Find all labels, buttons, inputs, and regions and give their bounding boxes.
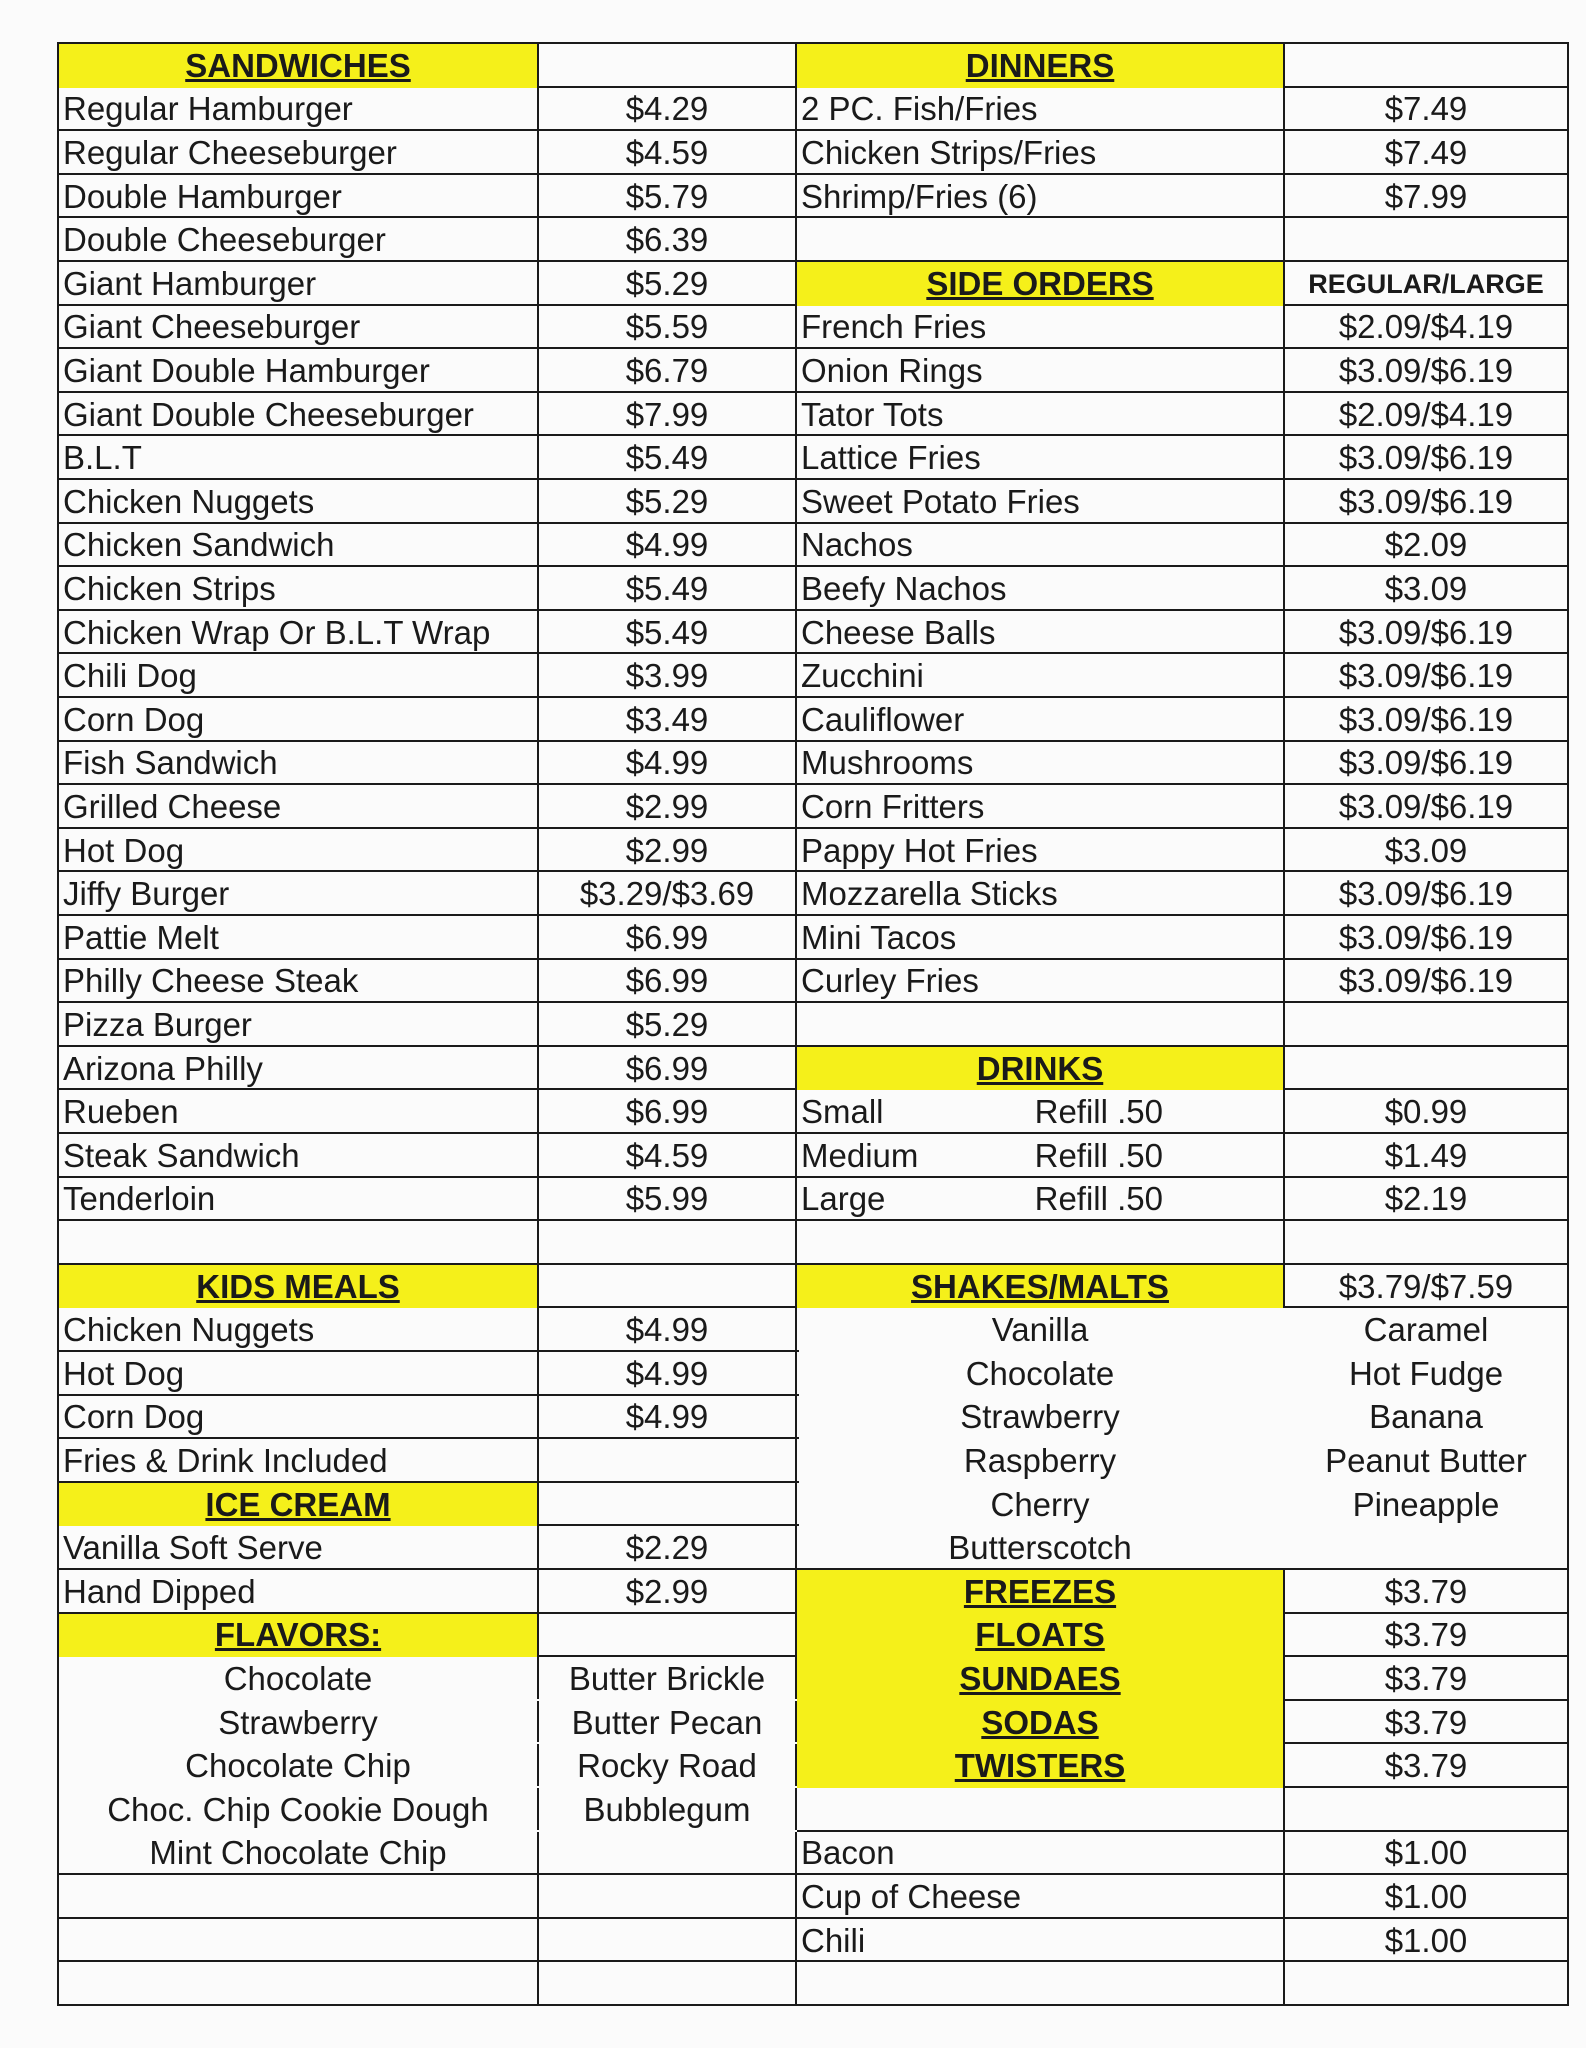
menu-row <box>57 1832 1569 1876</box>
menu-row <box>57 44 1569 88</box>
sandwich-item-name: Regular Hamburger <box>57 88 539 132</box>
sandwich-item-price: $4.29 <box>539 88 797 132</box>
shake-flavor <box>1285 1526 1569 1570</box>
sandwich-item-name: Regular Cheeseburger <box>57 131 539 175</box>
menu-row <box>57 829 1569 873</box>
kids-meals-header: KIDS MEALS <box>57 1265 539 1309</box>
side-order-item-price: $3.09 <box>1285 829 1569 873</box>
extra-item-price: $1.00 <box>1285 1875 1569 1919</box>
treat-header: TWISTERS <box>797 1744 1285 1788</box>
ice-cream-header: ICE CREAM <box>57 1483 539 1527</box>
empty-cell <box>797 218 1285 262</box>
drink-size: Large <box>801 1180 886 1218</box>
shake-flavor: Cherry <box>797 1483 1285 1527</box>
sandwich-item-price: $5.49 <box>539 436 797 480</box>
menu-row <box>57 698 1569 742</box>
side-order-item-name: Curley Fries <box>797 960 1285 1004</box>
extra-item-price: $1.00 <box>1285 1832 1569 1876</box>
sandwich-item-name: Philly Cheese Steak <box>57 960 539 1004</box>
sandwich-item-name: Grilled Cheese <box>57 785 539 829</box>
sandwich-item-name: Chicken Nuggets <box>57 480 539 524</box>
side-order-item-price: $2.09/$4.19 <box>1285 306 1569 350</box>
dinner-item-price: $7.99 <box>1285 175 1569 219</box>
menu-row <box>57 1439 1569 1483</box>
side-order-item-price: $2.09/$4.19 <box>1285 393 1569 437</box>
empty-cell <box>539 1221 797 1265</box>
drink-size: Medium <box>801 1136 919 1174</box>
side-order-item-price: $3.09/$6.19 <box>1285 436 1569 480</box>
shake-flavor: Chocolate <box>797 1352 1285 1396</box>
sandwich-item-price: $6.39 <box>539 218 797 262</box>
side-order-item-price: $3.09/$6.19 <box>1285 654 1569 698</box>
extra-item-name: Cup of Cheese <box>797 1875 1285 1919</box>
merged-cell-cover <box>1283 1308 1285 1568</box>
kids-meal-item-price: $4.99 <box>539 1396 797 1440</box>
sandwich-item-name: Chicken Wrap Or B.L.T Wrap <box>57 611 539 655</box>
sandwich-item-price: $5.29 <box>539 1003 797 1047</box>
kids-meal-item-price: $4.99 <box>539 1352 797 1396</box>
menu-row <box>57 1047 1569 1091</box>
empty-cell <box>797 1962 1285 2006</box>
drink-refill: Refill .50 <box>1034 1180 1163 1218</box>
side-order-item-price: $3.09/$6.19 <box>1285 742 1569 786</box>
side-order-item-name: Sweet Potato Fries <box>797 480 1285 524</box>
side-order-item-price: $3.09/$6.19 <box>1285 960 1569 1004</box>
menu-row <box>57 1178 1569 1222</box>
sandwich-item-name: Double Cheeseburger <box>57 218 539 262</box>
side-order-item-name: Pappy Hot Fries <box>797 829 1285 873</box>
shake-flavor: Hot Fudge <box>1285 1352 1569 1396</box>
sandwich-item-price: $6.79 <box>539 349 797 393</box>
menu-row <box>57 742 1569 786</box>
side-size-header: REGULAR/LARGE <box>1285 262 1569 306</box>
sandwich-item-price: $3.49 <box>539 698 797 742</box>
ice-cream-item-name: Hand Dipped <box>57 1570 539 1614</box>
menu-row <box>57 1962 1569 2006</box>
ice-cream-flavor: Rocky Road <box>539 1744 797 1788</box>
drink-item-price: $1.49 <box>1285 1134 1569 1178</box>
empty-cell <box>1285 1962 1569 2006</box>
menu-row <box>57 1788 1569 1832</box>
sandwich-item-name: Rueben <box>57 1090 539 1134</box>
sandwich-item-price: $5.59 <box>539 306 797 350</box>
treat-header: SODAS <box>797 1701 1285 1745</box>
sandwich-item-name: Double Hamburger <box>57 175 539 219</box>
side-order-item-name: Onion Rings <box>797 349 1285 393</box>
menu-row <box>57 1701 1569 1745</box>
drink-item-price: $0.99 <box>1285 1090 1569 1134</box>
drink-size: Small <box>801 1093 884 1131</box>
side-order-item-name: Tator Tots <box>797 393 1285 437</box>
menu-row <box>57 1265 1569 1309</box>
menu-row <box>57 1875 1569 1919</box>
sandwich-item-name: Tenderloin <box>57 1178 539 1222</box>
treat-price: $3.79 <box>1285 1744 1569 1788</box>
menu-row <box>57 1744 1569 1788</box>
menu-row <box>57 1396 1569 1440</box>
sandwiches-header: SANDWICHES <box>57 44 539 88</box>
empty-cell <box>539 1875 797 1919</box>
menu-row <box>57 1526 1569 1570</box>
menu-row <box>57 1308 1569 1352</box>
shake-flavor: Strawberry <box>797 1396 1285 1440</box>
treat-price: $3.79 <box>1285 1701 1569 1745</box>
ice-cream-flavor: Chocolate Chip <box>57 1744 539 1788</box>
side-order-item-name: Mushrooms <box>797 742 1285 786</box>
sandwich-item-price: $4.59 <box>539 1134 797 1178</box>
menu-row <box>57 480 1569 524</box>
ice-cream-item-price: $2.99 <box>539 1570 797 1614</box>
side-order-item-name: Nachos <box>797 524 1285 568</box>
empty-cell <box>539 1614 797 1658</box>
shake-flavor: Vanilla <box>797 1308 1285 1352</box>
menu-row <box>57 1570 1569 1614</box>
sandwich-item-price: $7.99 <box>539 393 797 437</box>
ice-cream-flavor: Strawberry <box>57 1701 539 1745</box>
drink-item <box>797 1178 1285 1222</box>
side-order-item-price: $3.09 <box>1285 567 1569 611</box>
menu-grid <box>57 42 1569 2004</box>
menu-row <box>57 872 1569 916</box>
extra-item-name: Chili <box>797 1919 1285 1963</box>
flavors-header: FLAVORS: <box>57 1614 539 1658</box>
menu-row <box>57 1003 1569 1047</box>
ice-cream-flavor <box>539 1832 797 1876</box>
drink-item-price: $2.19 <box>1285 1178 1569 1222</box>
menu-row <box>57 306 1569 350</box>
side-order-item-price: $3.09/$6.19 <box>1285 916 1569 960</box>
empty-cell <box>539 1919 797 1963</box>
menu-row <box>57 262 1569 306</box>
side-order-item-price: $3.09/$6.19 <box>1285 872 1569 916</box>
sandwich-item-name: Giant Double Cheeseburger <box>57 393 539 437</box>
empty-cell <box>57 1962 539 2006</box>
sandwich-item-price: $5.29 <box>539 262 797 306</box>
dinner-item-name: Chicken Strips/Fries <box>797 131 1285 175</box>
sandwich-item-name: Fish Sandwich <box>57 742 539 786</box>
sandwich-item-name: Chicken Strips <box>57 567 539 611</box>
ice-cream-flavor: Butter Pecan <box>539 1701 797 1745</box>
menu-row <box>57 960 1569 1004</box>
empty-cell <box>57 1221 539 1265</box>
empty-cell <box>797 1788 1285 1832</box>
sandwich-item-price: $6.99 <box>539 960 797 1004</box>
empty-cell <box>1285 1047 1569 1091</box>
treat-price: $3.79 <box>1285 1614 1569 1658</box>
empty-cell <box>1285 218 1569 262</box>
kids-meal-item-name: Corn Dog <box>57 1396 539 1440</box>
sandwich-item-price: $5.79 <box>539 175 797 219</box>
sandwich-item-name: Steak Sandwich <box>57 1134 539 1178</box>
sandwich-item-price: $6.99 <box>539 1090 797 1134</box>
menu-row <box>57 88 1569 132</box>
sandwich-item-name: B.L.T <box>57 436 539 480</box>
menu-row <box>57 524 1569 568</box>
menu-row <box>57 654 1569 698</box>
empty-cell <box>539 44 797 88</box>
sandwich-item-name: Giant Cheeseburger <box>57 306 539 350</box>
menu-row <box>57 785 1569 829</box>
shakes-malts-header: SHAKES/MALTS <box>797 1265 1285 1309</box>
sandwich-item-price: $5.49 <box>539 611 797 655</box>
menu-row <box>57 218 1569 262</box>
menu-row <box>57 131 1569 175</box>
shakes-malts-price: $3.79/$7.59 <box>1285 1265 1569 1309</box>
sandwich-item-price: $4.99 <box>539 524 797 568</box>
drink-item <box>797 1090 1285 1134</box>
dinner-item-name: Shrimp/Fries (6) <box>797 175 1285 219</box>
sandwich-item-name: Giant Hamburger <box>57 262 539 306</box>
treat-header: FLOATS <box>797 1614 1285 1658</box>
side-order-item-name: Mini Tacos <box>797 916 1285 960</box>
treat-header: SUNDAES <box>797 1657 1285 1701</box>
ice-cream-item-name: Vanilla Soft Serve <box>57 1526 539 1570</box>
empty-cell <box>57 1875 539 1919</box>
side-orders-header: SIDE ORDERS <box>797 262 1285 306</box>
side-order-item-name: French Fries <box>797 306 1285 350</box>
menu-row <box>57 1614 1569 1658</box>
empty-cell <box>57 1919 539 1963</box>
empty-cell <box>1285 1788 1569 1832</box>
shake-flavor: Raspberry <box>797 1439 1285 1483</box>
dinner-item-price: $7.49 <box>1285 88 1569 132</box>
merged-cell-cover <box>539 1657 541 1873</box>
sandwich-item-price: $2.99 <box>539 785 797 829</box>
menu-row <box>57 175 1569 219</box>
drink-item <box>797 1134 1285 1178</box>
empty-cell <box>1285 44 1569 88</box>
side-order-item-name: Cauliflower <box>797 698 1285 742</box>
menu-row <box>57 436 1569 480</box>
menu-row <box>57 1657 1569 1701</box>
side-order-item-price: $2.09 <box>1285 524 1569 568</box>
menu-row <box>57 916 1569 960</box>
treat-price: $3.79 <box>1285 1657 1569 1701</box>
menu-row <box>57 393 1569 437</box>
side-order-item-name: Zucchini <box>797 654 1285 698</box>
drink-refill: Refill .50 <box>1034 1093 1163 1131</box>
sandwich-item-price: $5.29 <box>539 480 797 524</box>
side-order-item-price: $3.09/$6.19 <box>1285 480 1569 524</box>
sandwich-item-price: $4.59 <box>539 131 797 175</box>
sandwich-item-name: Chicken Sandwich <box>57 524 539 568</box>
extra-item-name: Bacon <box>797 1832 1285 1876</box>
side-order-item-name: Beefy Nachos <box>797 567 1285 611</box>
sandwich-item-price: $6.99 <box>539 1047 797 1091</box>
kids-meal-item-price: $4.99 <box>539 1308 797 1352</box>
side-order-item-price: $3.09/$6.19 <box>1285 611 1569 655</box>
dinner-item-name: 2 PC. Fish/Fries <box>797 88 1285 132</box>
shake-flavor: Peanut Butter <box>1285 1439 1569 1483</box>
sandwich-item-price: $2.99 <box>539 829 797 873</box>
menu-row <box>57 1221 1569 1265</box>
ice-cream-item-price: $2.29 <box>539 1526 797 1570</box>
menu-row <box>57 1134 1569 1178</box>
ice-cream-flavor: Butter Brickle <box>539 1657 797 1701</box>
side-order-item-name: Lattice Fries <box>797 436 1285 480</box>
extra-item-price: $1.00 <box>1285 1919 1569 1963</box>
side-order-item-name: Cheese Balls <box>797 611 1285 655</box>
dinners-header: DINNERS <box>797 44 1285 88</box>
side-order-item-name: Corn Fritters <box>797 785 1285 829</box>
sandwich-item-name: Arizona Philly <box>57 1047 539 1091</box>
sandwich-item-price: $3.99 <box>539 654 797 698</box>
sandwich-item-price: $4.99 <box>539 742 797 786</box>
menu-row <box>57 611 1569 655</box>
ice-cream-flavor: Mint Chocolate Chip <box>57 1832 539 1876</box>
drinks-header: DRINKS <box>797 1047 1285 1091</box>
empty-cell <box>539 1962 797 2006</box>
menu-row <box>57 1352 1569 1396</box>
empty-cell <box>1285 1003 1569 1047</box>
kids-meal-item-name: Fries & Drink Included <box>57 1439 539 1483</box>
kids-meal-item-price <box>539 1439 797 1483</box>
empty-cell <box>797 1221 1285 1265</box>
menu-row <box>57 1919 1569 1963</box>
dinner-item-price: $7.49 <box>1285 131 1569 175</box>
shake-flavor: Banana <box>1285 1396 1569 1440</box>
sandwich-item-name: Hot Dog <box>57 829 539 873</box>
treat-header: FREEZES <box>797 1570 1285 1614</box>
ice-cream-flavor: Choc. Chip Cookie Dough <box>57 1788 539 1832</box>
menu-row <box>57 1483 1569 1527</box>
menu-row <box>57 1090 1569 1134</box>
sandwich-item-price: $5.49 <box>539 567 797 611</box>
sandwich-item-name: Chili Dog <box>57 654 539 698</box>
menu-row <box>57 567 1569 611</box>
menu-row <box>57 349 1569 393</box>
shake-flavor: Caramel <box>1285 1308 1569 1352</box>
drink-refill: Refill .50 <box>1034 1136 1163 1174</box>
kids-meal-item-name: Hot Dog <box>57 1352 539 1396</box>
ice-cream-flavor: Chocolate <box>57 1657 539 1701</box>
treat-price: $3.79 <box>1285 1570 1569 1614</box>
side-order-item-price: $3.09/$6.19 <box>1285 698 1569 742</box>
sandwich-item-name: Giant Double Hamburger <box>57 349 539 393</box>
sandwich-item-name: Pattie Melt <box>57 916 539 960</box>
side-order-item-name: Mozzarella Sticks <box>797 872 1285 916</box>
sandwich-item-name: Jiffy Burger <box>57 872 539 916</box>
side-order-item-price: $3.09/$6.19 <box>1285 785 1569 829</box>
empty-cell <box>539 1265 797 1309</box>
sandwich-item-price: $3.29/$3.69 <box>539 872 797 916</box>
sandwich-item-price: $5.99 <box>539 1178 797 1222</box>
kids-meal-item-name: Chicken Nuggets <box>57 1308 539 1352</box>
side-order-item-price: $3.09/$6.19 <box>1285 349 1569 393</box>
empty-cell <box>797 1003 1285 1047</box>
sandwich-item-price: $6.99 <box>539 916 797 960</box>
sandwich-item-name: Pizza Burger <box>57 1003 539 1047</box>
shake-flavor: Butterscotch <box>797 1526 1285 1570</box>
sandwich-item-name: Corn Dog <box>57 698 539 742</box>
empty-cell <box>1285 1221 1569 1265</box>
empty-cell <box>539 1483 797 1527</box>
shake-flavor: Pineapple <box>1285 1483 1569 1527</box>
ice-cream-flavor: Bubblegum <box>539 1788 797 1832</box>
